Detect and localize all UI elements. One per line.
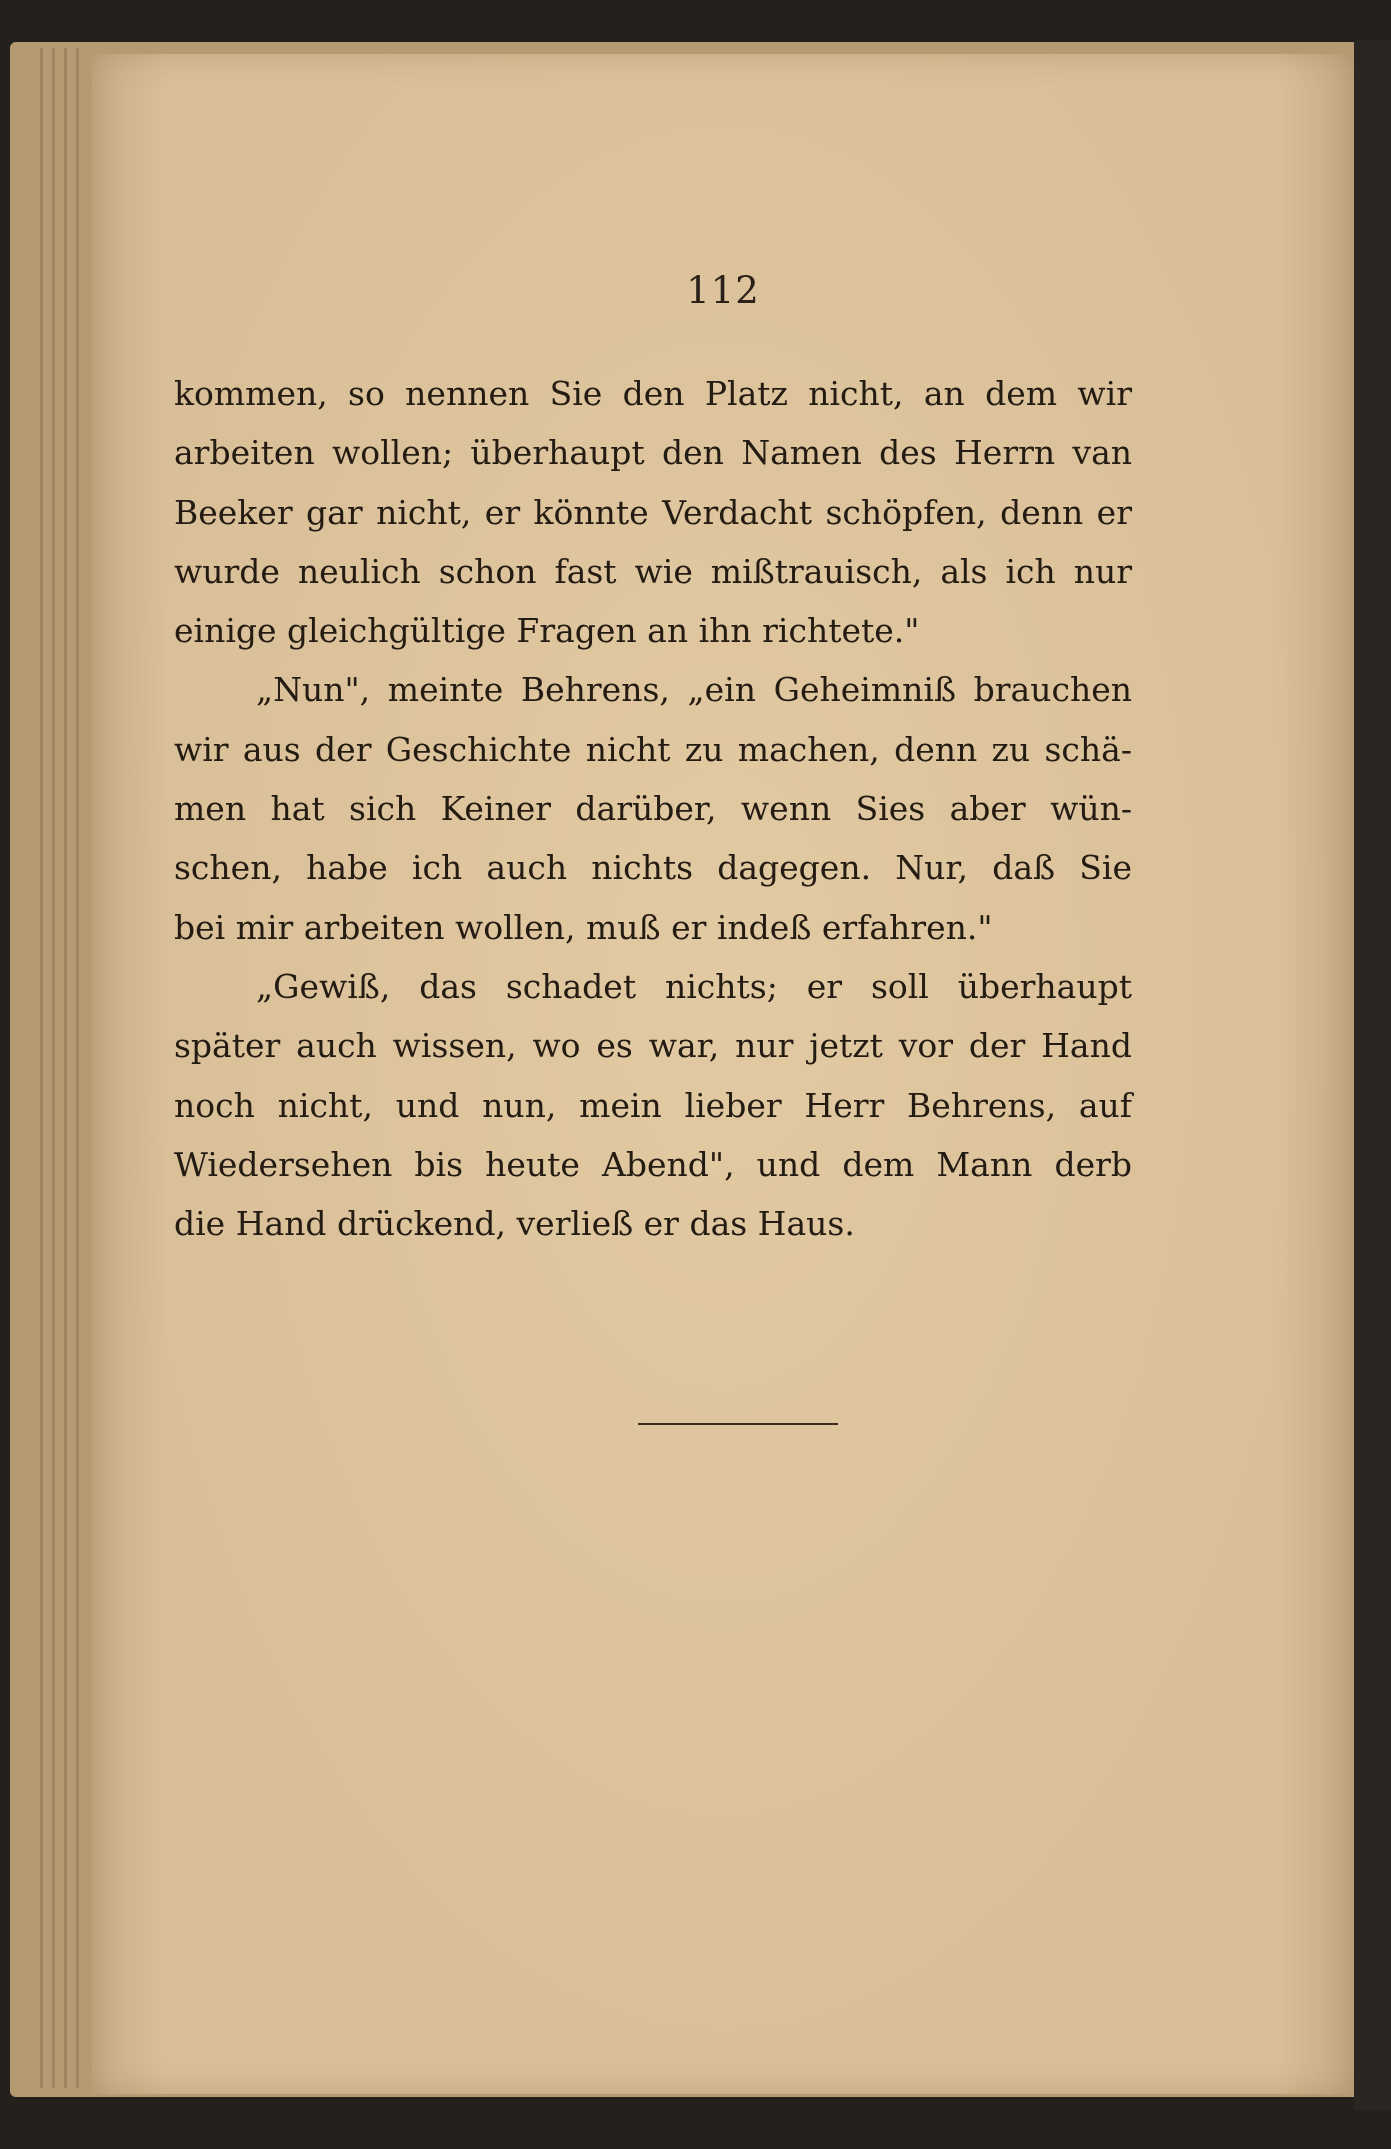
text-line: „Nun", meinte Behrens, „ein Geheimniß brauchen	[256, 670, 1132, 710]
text-line: Beeker gar nicht, er könnte Verdacht schöpfen, denn er	[174, 492, 1132, 532]
text-line: einige gleichgültige Fragen an ihn richtete."	[174, 611, 920, 651]
text-line: noch nicht, und nun, mein lieber Herr Behrens, auf	[174, 1085, 1132, 1125]
page-edge	[64, 48, 67, 2088]
book-page	[92, 54, 1354, 2094]
text-line: wir aus der Geschichte nicht zu machen, denn zu schä-	[174, 729, 1132, 769]
text-line: die Hand drückend, verließ er das Haus.	[174, 1204, 855, 1244]
page-edge	[40, 48, 43, 2088]
text-line: „Gewiß, das schadet nichts; er soll überhaupt	[256, 966, 1132, 1006]
section-rule	[638, 1423, 838, 1425]
text-line: Wiedersehen bis heute Abend", und dem Mann derb	[174, 1144, 1132, 1184]
text-line: wurde neulich schon fast wie mißtrauisch, als ich nur	[174, 551, 1132, 591]
text-line: men hat sich Keiner darüber, wenn Sies aber wün-	[174, 789, 1132, 829]
text-line: später auch wissen, wo es war, nur jetzt vor der Hand	[174, 1026, 1132, 1066]
page-number: 112	[686, 269, 760, 312]
text-line: bei mir arbeiten wollen, muß er indeß erfahren."	[174, 907, 993, 947]
text-line: arbeiten wollen; überhaupt den Namen des Herrn van	[174, 433, 1132, 473]
page-edge	[76, 48, 79, 2088]
page-edge	[52, 48, 55, 2088]
book-binding	[1354, 40, 1391, 2110]
text-line: schen, habe ich auch nichts dagegen. Nur, daß Sie	[174, 848, 1132, 888]
body-text	[174, 364, 1132, 1253]
text-line: kommen, so nennen Sie den Platz nicht, an dem wir	[174, 374, 1132, 413]
